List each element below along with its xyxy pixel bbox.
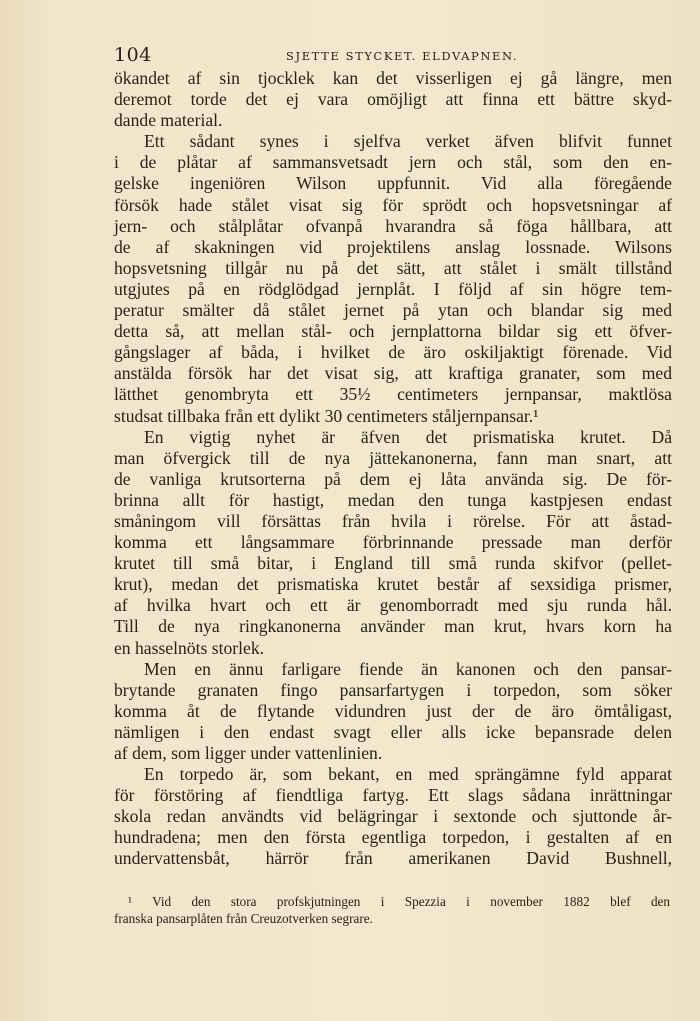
text-line: anstälda försök har det visat sig, att kraftiga granater, som med — [114, 363, 672, 384]
text-line: studsat tillbaka från ett dylikt 30 centimeters ståljernpansar.¹ — [114, 405, 539, 426]
text-line: lätthet genombryta ett 35½ centimeters jernpansar, maktlösa — [114, 384, 672, 405]
footnote-line: franska pansarplåten från Creuzotverken segrare. — [114, 911, 373, 926]
text-line: utgjutes på en rödglödgad jernplåt. I följd af sin högre tem- — [114, 278, 672, 299]
running-head: SJETTE STYCKET. ELDVAPNEN. — [286, 49, 519, 63]
text-line: komma åt de flytande vidundren just der de äro ömtåligast, — [114, 700, 672, 721]
text-line: peratur smälter då stålet jernet på ytan och blandar sig med — [114, 300, 672, 321]
body-text — [114, 68, 672, 870]
text-line: hundradena; men den första egentliga torpedon, i gestalten af en — [114, 827, 672, 848]
text-line: hopsvetsning tillgår nu på det sätt, att stålet i smält tillstånd — [114, 257, 672, 278]
text-line: af dem, som ligger under vattenlinien. — [114, 743, 383, 763]
text-line: nämligen i den endast svagt eller alls icke bepansrade delen — [114, 721, 672, 742]
text-line: komma ett långsammare förbrinnande pressade man derför — [114, 532, 672, 553]
text-line: krut), medan det prismatiska krutet består af sexsidiga prismer, — [114, 574, 672, 595]
text-line: Ett sådant synes i sjelfva verket äfven blifvit funnet — [144, 131, 672, 152]
text-line: i de plåtar af sammansvetsadt jern och stål, som den en- — [114, 152, 672, 173]
text-line: de af skakningen vid projektilens anslag lossnade. Wilsons — [114, 236, 672, 257]
text-line: en hasselnöts storlek. — [114, 637, 265, 658]
text-line: försök hade stålet visat sig för sprödt och hopsvetsningar af — [114, 194, 672, 215]
text-line: gångslager af båda, i hvilket de äro oskiljaktigt förenade. Vid — [114, 342, 672, 363]
text-line: deremot torde det ej vara omöjligt att finna ett bättre skyd- — [114, 89, 672, 110]
text-line: för förstöring af fiendtliga fartyg. Ett slags sådana inrättningar — [114, 785, 672, 806]
text-line: ökandet af sin tjocklek kan det visserligen ej gå längre, men — [114, 68, 672, 88]
text-line: de vanliga krutsorterna på dem ej låta använda sig. De för- — [114, 468, 672, 489]
text-line: krutet till små bitar, i England till små runda skifvor (pellet- — [114, 553, 672, 574]
text-line: detta så, att mellan stål- och jernplattorna bildar sig ett öfver- — [114, 321, 672, 342]
footnotes — [114, 893, 670, 927]
text-line: Till de nya ringkanonerna använder man krut, hvars korn ha — [114, 616, 672, 637]
text-line: skola redan användts vid belägringar i sextonde och sjuttonde år- — [114, 806, 672, 827]
page-header — [114, 44, 670, 66]
text-line: Men en ännu farligare fiende än kanonen och den pansar- — [144, 658, 672, 679]
text-line: brytande granaten fingo pansarfartygen i torpedon, som söker — [114, 679, 672, 700]
text-line: En vigtig nyhet är äfven det prismatiska krutet. Då — [144, 426, 672, 447]
text-line: gelske ingeniören Wilson uppfunnit. Vid alla föregående — [114, 173, 672, 194]
text-line: af hvilka hvart och ett är genomborradt med sju runda hål. — [114, 595, 672, 616]
footnote-line: ¹ Vid den stora profskjutningen i Spezzia i november 1882 blef den — [128, 894, 670, 909]
page-number: 104 — [114, 44, 152, 66]
text-line: man öfvergick till de nya jättekanonerna, fann man snart, att — [114, 447, 672, 468]
text-line: undervattensbåt, härrör från amerikanen David Bushnell, — [114, 848, 672, 869]
text-line: jern- och stålplåtar ofvanpå hvarandra så föga hållbara, att — [114, 215, 672, 236]
text-line: småningom vill försättas från hvila i rörelse. För att åstad- — [114, 510, 672, 531]
text-line: En torpedo är, som bekant, en med sprängämne fyld apparat — [144, 764, 672, 785]
text-line: dande material. — [114, 110, 223, 131]
text-line: brinna allt för hastigt, medan den tunga kastpjesen endast — [114, 489, 672, 510]
